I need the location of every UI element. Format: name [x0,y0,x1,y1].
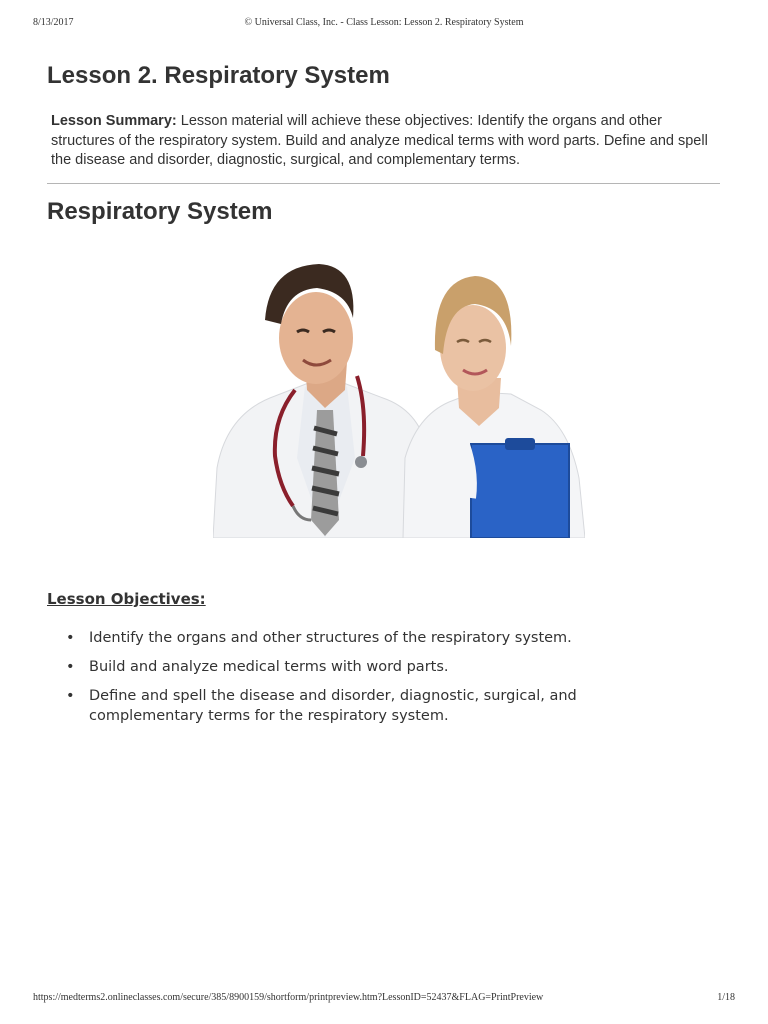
bullet-icon: • [66,659,75,675]
print-footer [33,992,735,1006]
objective-text: Define and spell the disease and disorder, diagnostic, surgical, and complementary terms for the respiratory system. [89,688,577,724]
list-item [66,686,626,726]
lesson-summary-text: Lesson material will achieve these objectives: Identify the organs and other structures of the respiratory system. Build and analyze medical terms with word parts. Define and spell the disease and disorder, diagnostic, surgical, and complementary terms. [51,113,708,168]
page-number: 1/18 [717,992,735,1003]
objective-text: Identify the organs and other structures of the respiratory system. [89,630,572,646]
objective-text: Build and analyze medical terms with word parts. [89,659,449,675]
list-item [66,628,626,648]
print-date: 8/13/2017 [33,17,74,28]
print-url: https://medterms2.onlineclasses.com/secure/385/8900159/shortform/printpreview.htm?LessonID=52437&FLAG=PrintPreview [33,992,544,1003]
clipboard [471,444,569,538]
print-title: © Universal Class, Inc. - Class Lesson: Lesson 2. Respiratory System [244,17,524,28]
lesson-summary-label: Lesson Summary: [51,113,177,129]
lesson-summary [51,112,721,171]
divider [47,183,720,184]
doctors-photo [213,258,585,538]
print-header [33,17,735,31]
lesson-title: Lesson 2. Respiratory System [47,62,390,89]
section-title: Respiratory System [47,198,273,225]
bullet-icon: • [66,688,75,704]
bullet-icon: • [66,630,75,646]
male-doctor-face [279,292,353,384]
objectives-heading: Lesson Objectives: [47,590,206,608]
list-item [66,657,626,677]
objectives-list [66,628,626,735]
